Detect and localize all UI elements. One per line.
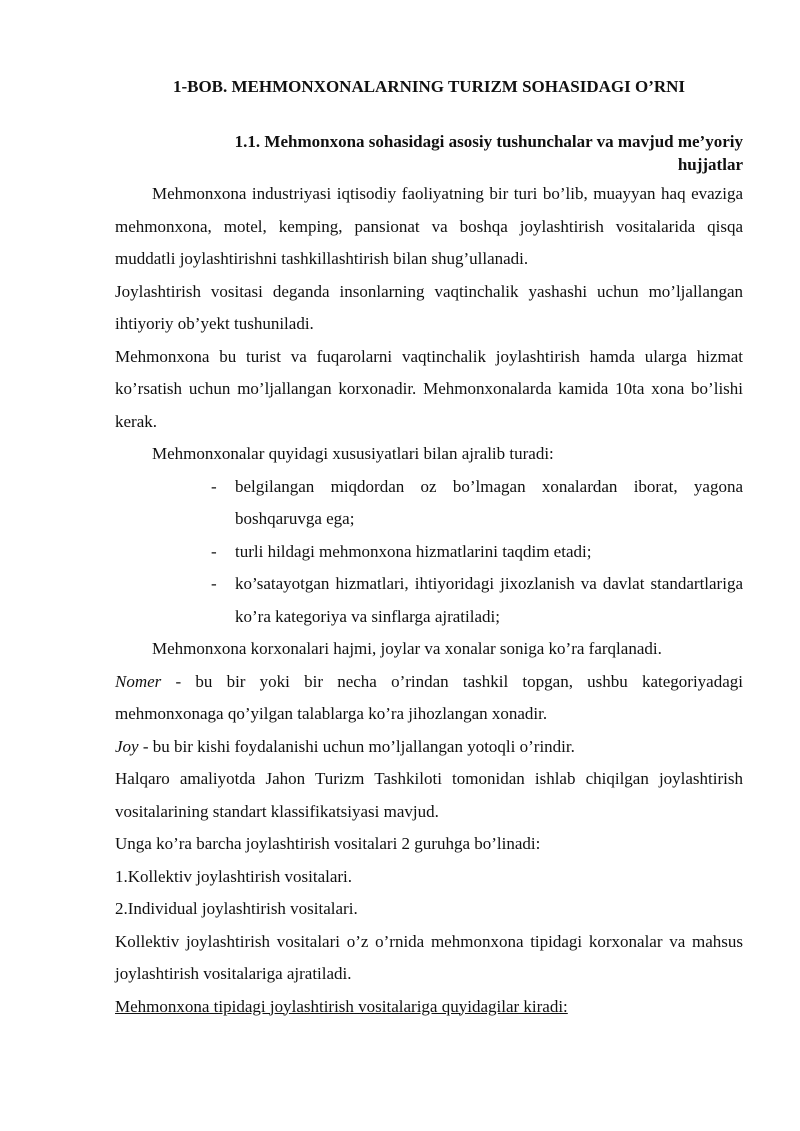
- list-item-text: ko’satayotgan hizmatlari, ihtiyoridagi jixozlanish va davlat standartlariga ko’ra kategoriya va sinflarga ajratiladi;: [235, 574, 743, 626]
- paragraph-international-practice: Halqaro amaliyotda Jahon Turizm Tashkiloti tomonidan ishlab chiqilgan joylashtirish vositalarining standart klassifikatsiyasi mavjud.: [115, 769, 743, 821]
- chapter-title: 1-BOB. MEHMONXONALARNING TURIZM SOHASIDAGI O’RNI: [172, 77, 686, 96]
- body-text: [115, 178, 743, 1023]
- section-title-line2: hujjatlar: [677, 155, 743, 174]
- paragraph-hotel-features-intro: Mehmonxonalar quyidagi xususiyatlari bilan ajralib turadi:: [152, 444, 554, 463]
- bullet-marker: -: [211, 476, 217, 496]
- paragraph-joy-definition: [115, 731, 743, 764]
- paragraph-nomer-definition: [115, 666, 743, 731]
- term-nomer: Nomer: [115, 671, 162, 691]
- paragraph-accommodation-facility: Joylashtirish vositasi deganda insonlarning vaqtinchalik yashashi uchun mo’ljallangan ihtiyoriy ob’yekt tushuniladi.: [115, 281, 743, 333]
- paragraph-hotel-type-intro: Mehmonxona tipidagi joylashtirish vositalariga quyidagilar kiradi:: [115, 996, 568, 1016]
- list-item-text: turli hildagi mehmonxona hizmatlarini taqdim etadi;: [235, 541, 592, 561]
- nomer-definition-text: - bu bir yoki bir necha o’rindan tashkil topgan, ushbu kategoriyadagi mehmonxonaga qo’yilgan talablarga ko’ra jihozlangan xonadir.: [115, 671, 743, 723]
- term-joy: Joy: [115, 736, 139, 756]
- list-item-text: belgilangan miqdordan oz bo’lmagan xonalardan iborat, yagona boshqaruvga ega;: [235, 476, 743, 528]
- joy-definition-text: - bu bir kishi foydalanishi uchun mo’ljallangan yotoqli o’rindir.: [138, 736, 575, 756]
- paragraph-two-groups: Unga ko’ra barcha joylashtirish vositalari 2 guruhga bo’linadi:: [115, 834, 541, 853]
- list-item: [211, 536, 743, 569]
- list-item: [211, 471, 743, 536]
- paragraph-collective-division: Kollektiv joylashtirish vositalari o’z o’rnida mehmonxona tipidagi korxonalar va mahsus joylashtirish vositalariga ajratiladi.: [115, 931, 743, 983]
- hotel-features-list: [115, 471, 743, 634]
- list-item: [211, 568, 743, 633]
- paragraph-collective: 1.Kollektiv joylashtirish vositalari.: [115, 866, 353, 886]
- paragraph-hotel-definition: Mehmonxona bu turist va fuqarolarni vaqtinchalik joylashtirish hamda ularga hizmat ko’rsatish uchun mo’ljallangan korxonadir. Mehmonxonalarda kamida 10ta xona bo’lishi kerak.: [115, 346, 743, 431]
- bullet-marker: -: [211, 574, 217, 593]
- section-title-line1: 1.1. Mehmonxona sohasidagi asosiy tushunchalar va mavjud me’yoriy: [234, 132, 743, 151]
- paragraph-hotel-industry: Mehmonxona industriyasi iqtisodiy faoliyatning bir turi bo’lib, muayyan haq evaziga mehmonxona, motel, kemping, pansionat va boshqa joylashtirish vositalarida qisqa muddatli joylashtirishni tashkillashtirish bilan shug’ullanadi.: [115, 184, 743, 268]
- paragraph-hotel-size: Mehmonxona korxonalari hajmi, joylar va xonalar soniga ko’ra farqlanadi.: [152, 639, 662, 658]
- section-title: [115, 130, 743, 176]
- paragraph-individual: 2.Individual joylashtirish vositalari.: [115, 899, 358, 918]
- bullet-marker: -: [211, 541, 217, 561]
